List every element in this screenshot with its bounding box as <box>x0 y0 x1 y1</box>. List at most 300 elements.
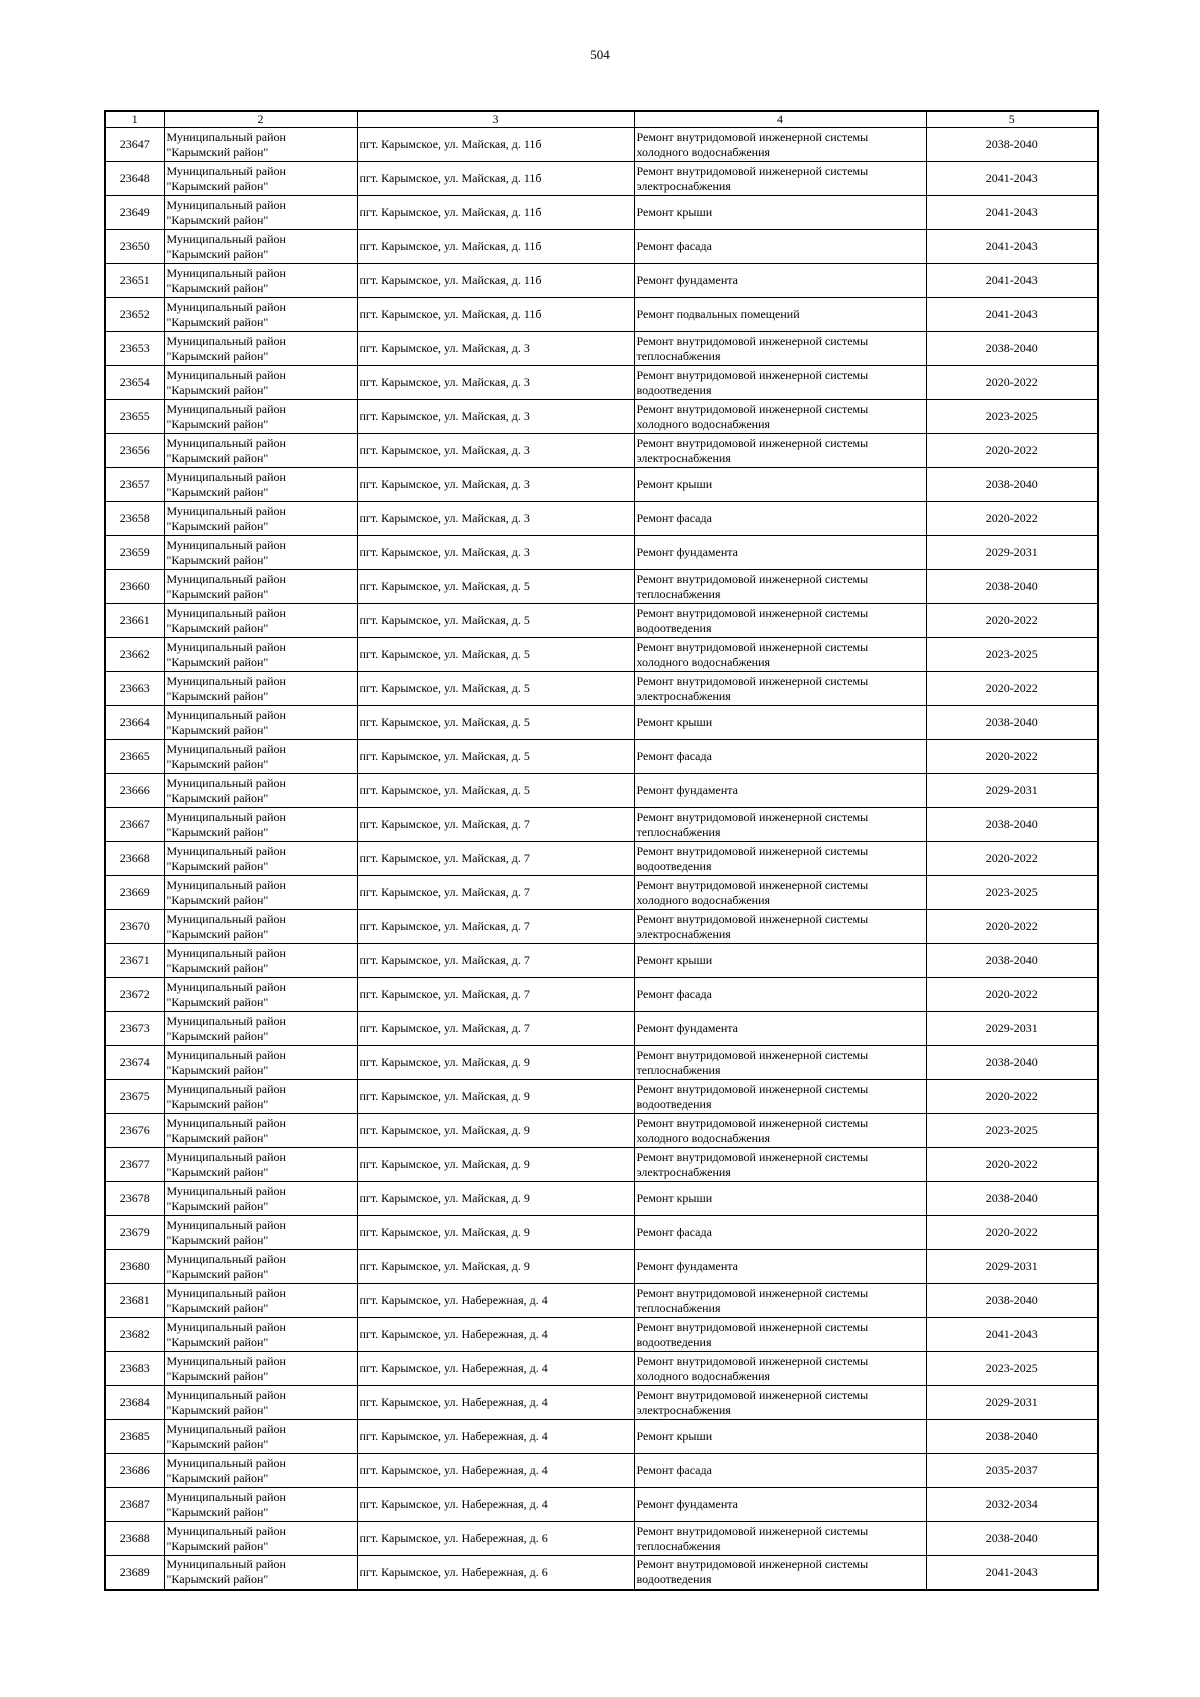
period-cell: 2029-2031 <box>926 1386 1098 1420</box>
row-number: 23666 <box>105 774 164 808</box>
period-cell: 2020-2022 <box>926 740 1098 774</box>
work-type-line: Ремонт крыши <box>636 205 713 219</box>
period-cell: 2023-2025 <box>926 400 1098 434</box>
period-cell: 2029-2031 <box>926 774 1098 808</box>
work-type-line: холодного водоснабжения <box>636 144 771 159</box>
district-line: Муниципальный район <box>166 707 286 722</box>
period-cell: 2038-2040 <box>926 808 1098 842</box>
district-line: Муниципальный район <box>166 231 286 246</box>
work-type-line: Ремонт внутридомовой инженерной системы <box>636 435 869 450</box>
row-number: 23660 <box>105 570 164 604</box>
row-number: 23682 <box>105 1318 164 1352</box>
work-type-line: электроснабжения <box>636 688 731 703</box>
work-type-line: Ремонт внутридомовой инженерной системы <box>636 1523 869 1538</box>
district-line: Муниципальный район <box>166 1421 286 1436</box>
work-type-line: Ремонт внутридомовой инженерной системы <box>636 639 869 654</box>
work-type-cell <box>634 842 926 876</box>
district-cell <box>164 604 357 638</box>
work-type-line: Ремонт внутридомовой инженерной системы <box>636 911 869 926</box>
period-cell: 2038-2040 <box>926 1284 1098 1318</box>
row-number: 23664 <box>105 706 164 740</box>
table-row <box>105 978 1098 1012</box>
address-cell: пгт. Карымское, ул. Майская, д. 7 <box>357 842 634 876</box>
work-type-line: теплоснабжения <box>636 586 721 601</box>
work-type-line: водоотведения <box>636 858 712 873</box>
work-type-line: Ремонт внутридомовой инженерной системы <box>636 1557 869 1572</box>
district-cell <box>164 1318 357 1352</box>
period-cell: 2020-2022 <box>926 366 1098 400</box>
row-number: 23672 <box>105 978 164 1012</box>
work-type-line: электроснабжения <box>636 178 731 193</box>
work-type-line: Ремонт крыши <box>636 953 713 967</box>
district-line: Муниципальный район <box>166 1455 286 1470</box>
district-cell <box>164 706 357 740</box>
address-cell: пгт. Карымское, ул. Майская, д. 11б <box>357 264 634 298</box>
work-type-cell <box>634 1148 926 1182</box>
period-cell: 2038-2040 <box>926 128 1098 162</box>
district-line: "Карымский район" <box>166 314 269 329</box>
district-line: "Карымский район" <box>166 144 269 159</box>
period-cell: 2041-2043 <box>926 1318 1098 1352</box>
period-cell: 2041-2043 <box>926 298 1098 332</box>
period-cell: 2038-2040 <box>926 1182 1098 1216</box>
district-line: "Карымский район" <box>166 824 269 839</box>
period-cell: 2029-2031 <box>926 1012 1098 1046</box>
work-type-line: электроснабжения <box>636 1164 731 1179</box>
district-line: Муниципальный район <box>166 673 286 688</box>
district-cell <box>164 570 357 604</box>
district-cell <box>164 400 357 434</box>
district-cell <box>164 1182 357 1216</box>
address-cell: пгт. Карымское, ул. Майская, д. 3 <box>357 502 634 536</box>
district-cell <box>164 1386 357 1420</box>
row-number: 23686 <box>105 1454 164 1488</box>
period-cell: 2032-2034 <box>926 1488 1098 1522</box>
period-cell: 2023-2025 <box>926 638 1098 672</box>
work-type-line: Ремонт фундамента <box>636 1021 738 1035</box>
district-line: "Карымский район" <box>166 926 269 941</box>
address-cell: пгт. Карымское, ул. Майская, д. 5 <box>357 774 634 808</box>
period-cell: 2035-2037 <box>926 1454 1098 1488</box>
work-type-line: теплоснабжения <box>636 1062 721 1077</box>
district-cell <box>164 1556 357 1590</box>
row-number: 23679 <box>105 1216 164 1250</box>
page-number: 504 <box>590 47 610 62</box>
district-cell <box>164 672 357 706</box>
district-line: "Карымский район" <box>166 1300 269 1315</box>
district-line: Муниципальный район <box>166 775 286 790</box>
column-header-address: 3 <box>357 111 634 128</box>
district-cell <box>164 876 357 910</box>
address-cell: пгт. Карымское, ул. Майская, д. 3 <box>357 400 634 434</box>
work-type-cell <box>634 468 926 502</box>
address-cell: пгт. Карымское, ул. Майская, д. 11б <box>357 196 634 230</box>
row-number: 23675 <box>105 1080 164 1114</box>
period-cell: 2023-2025 <box>926 1114 1098 1148</box>
work-type-line: холодного водоснабжения <box>636 416 771 431</box>
district-line: "Карымский район" <box>166 654 269 669</box>
district-line: "Карымский район" <box>166 722 269 737</box>
period-cell: 2023-2025 <box>926 876 1098 910</box>
table-row <box>105 910 1098 944</box>
work-type-cell <box>634 1454 926 1488</box>
district-cell <box>164 1148 357 1182</box>
work-type-line: Ремонт внутридомовой инженерной системы <box>636 1081 869 1096</box>
row-number: 23687 <box>105 1488 164 1522</box>
district-cell <box>164 128 357 162</box>
work-type-line: Ремонт внутридомовой инженерной системы <box>636 1285 869 1300</box>
district-line: "Карымский район" <box>166 382 269 397</box>
district-cell <box>164 264 357 298</box>
district-line: "Карымский район" <box>166 280 269 295</box>
district-cell <box>164 162 357 196</box>
work-type-line: Ремонт внутридомовой инженерной системы <box>636 401 869 416</box>
work-type-cell <box>634 570 926 604</box>
district-cell <box>164 230 357 264</box>
row-number: 23667 <box>105 808 164 842</box>
district-cell <box>164 1080 357 1114</box>
district-line: Муниципальный район <box>166 1523 286 1538</box>
work-type-line: Ремонт внутридомовой инженерной системы <box>636 571 869 586</box>
address-cell: пгт. Карымское, ул. Майская, д. 7 <box>357 978 634 1012</box>
table-row <box>105 332 1098 366</box>
district-line: "Карымский район" <box>166 1402 269 1417</box>
table-row <box>105 1352 1098 1386</box>
period-cell: 2020-2022 <box>926 1148 1098 1182</box>
row-number: 23673 <box>105 1012 164 1046</box>
address-cell: пгт. Карымское, ул. Набережная, д. 4 <box>357 1352 634 1386</box>
district-line: "Карымский район" <box>166 416 269 431</box>
district-line: Муниципальный район <box>166 537 286 552</box>
period-cell: 2038-2040 <box>926 468 1098 502</box>
work-type-cell <box>634 978 926 1012</box>
address-cell: пгт. Карымское, ул. Набережная, д. 4 <box>357 1488 634 1522</box>
header-row <box>105 111 1098 128</box>
work-type-line: Ремонт внутридомовой инженерной системы <box>636 163 869 178</box>
work-type-cell <box>634 1216 926 1250</box>
work-type-line: Ремонт крыши <box>636 1429 713 1443</box>
address-cell: пгт. Карымское, ул. Майская, д. 3 <box>357 536 634 570</box>
row-number: 23669 <box>105 876 164 910</box>
period-cell: 2020-2022 <box>926 978 1098 1012</box>
address-cell: пгт. Карымское, ул. Набережная, д. 4 <box>357 1284 634 1318</box>
district-cell <box>164 502 357 536</box>
row-number: 23685 <box>105 1420 164 1454</box>
row-number: 23648 <box>105 162 164 196</box>
work-type-cell <box>634 536 926 570</box>
table-row <box>105 264 1098 298</box>
work-type-cell <box>634 740 926 774</box>
district-line: "Карымский район" <box>166 960 269 975</box>
work-type-cell <box>634 910 926 944</box>
district-line: "Карымский район" <box>166 212 269 227</box>
period-cell: 2038-2040 <box>926 706 1098 740</box>
work-type-line: теплоснабжения <box>636 1300 721 1315</box>
table-row <box>105 1216 1098 1250</box>
district-cell <box>164 740 357 774</box>
work-type-cell <box>634 1046 926 1080</box>
work-type-cell <box>634 1284 926 1318</box>
district-line: "Карымский район" <box>166 1096 269 1111</box>
address-cell: пгт. Карымское, ул. Набережная, д. 6 <box>357 1556 634 1590</box>
row-number: 23659 <box>105 536 164 570</box>
work-type-cell <box>634 808 926 842</box>
work-type-line: Ремонт внутридомовой инженерной системы <box>636 1149 869 1164</box>
row-number: 23676 <box>105 1114 164 1148</box>
address-cell: пгт. Карымское, ул. Набережная, д. 6 <box>357 1522 634 1556</box>
table-row <box>105 536 1098 570</box>
district-line: "Карымский район" <box>166 620 269 635</box>
district-line: "Карымский район" <box>166 858 269 873</box>
work-type-line: теплоснабжения <box>636 348 721 363</box>
district-line: Муниципальный район <box>166 1285 286 1300</box>
work-type-cell <box>634 944 926 978</box>
district-line: Муниципальный район <box>166 741 286 756</box>
work-type-line: Ремонт внутридомовой инженерной системы <box>636 1387 869 1402</box>
district-cell <box>164 1046 357 1080</box>
district-line: "Карымский район" <box>166 1470 269 1485</box>
row-number: 23649 <box>105 196 164 230</box>
work-type-line: Ремонт внутридомовой инженерной системы <box>636 333 869 348</box>
district-line: Муниципальный район <box>166 265 286 280</box>
district-line: Муниципальный район <box>166 979 286 994</box>
address-cell: пгт. Карымское, ул. Майская, д. 11б <box>357 230 634 264</box>
work-type-line: водоотведения <box>636 1572 712 1587</box>
district-line: "Карымский район" <box>166 1538 269 1553</box>
work-type-line: теплоснабжения <box>636 1538 721 1553</box>
district-line: Муниципальный район <box>166 1319 286 1334</box>
district-line: "Карымский район" <box>166 1028 269 1043</box>
table-row <box>105 1556 1098 1590</box>
table-row <box>105 1250 1098 1284</box>
district-line: "Карымский район" <box>166 1164 269 1179</box>
work-type-cell <box>634 366 926 400</box>
work-type-line: Ремонт фасада <box>636 987 712 1001</box>
address-cell: пгт. Карымское, ул. Майская, д. 9 <box>357 1182 634 1216</box>
row-number: 23662 <box>105 638 164 672</box>
district-line: Муниципальный район <box>166 1115 286 1130</box>
address-cell: пгт. Карымское, ул. Майская, д. 5 <box>357 638 634 672</box>
table-row <box>105 434 1098 468</box>
table-row <box>105 400 1098 434</box>
work-type-cell <box>634 264 926 298</box>
district-line: "Карымский район" <box>166 484 269 499</box>
work-type-line: Ремонт внутридомовой инженерной системы <box>636 809 869 824</box>
district-line: "Карымский район" <box>166 1232 269 1247</box>
column-header-period: 5 <box>926 111 1098 128</box>
period-cell: 2020-2022 <box>926 672 1098 706</box>
district-cell <box>164 196 357 230</box>
address-cell: пгт. Карымское, ул. Набережная, д. 4 <box>357 1318 634 1352</box>
work-type-line: Ремонт внутридомовой инженерной системы <box>636 605 869 620</box>
work-type-cell <box>634 434 926 468</box>
row-number: 23661 <box>105 604 164 638</box>
district-line: Муниципальный район <box>166 469 286 484</box>
period-cell: 2038-2040 <box>926 1046 1098 1080</box>
district-line: Муниципальный район <box>166 435 286 450</box>
table-row <box>105 570 1098 604</box>
column-header-number: 1 <box>105 111 164 128</box>
work-type-line: Ремонт фасада <box>636 1225 712 1239</box>
work-type-line: Ремонт фасада <box>636 239 712 253</box>
district-line: Муниципальный район <box>166 401 286 416</box>
row-number: 23647 <box>105 128 164 162</box>
row-number: 23670 <box>105 910 164 944</box>
work-type-line: Ремонт внутридомовой инженерной системы <box>636 673 869 688</box>
work-type-line: Ремонт фундамента <box>636 1259 738 1273</box>
table-row <box>105 502 1098 536</box>
district-cell <box>164 808 357 842</box>
table-row <box>105 196 1098 230</box>
table-row <box>105 1114 1098 1148</box>
table-row <box>105 944 1098 978</box>
address-cell: пгт. Карымское, ул. Майская, д. 9 <box>357 1046 634 1080</box>
district-line: Муниципальный район <box>166 571 286 586</box>
district-line: "Карымский район" <box>166 688 269 703</box>
work-type-line: Ремонт фундамента <box>636 783 738 797</box>
table-row <box>105 298 1098 332</box>
work-type-cell <box>634 1012 926 1046</box>
work-type-cell <box>634 1386 926 1420</box>
row-number: 23681 <box>105 1284 164 1318</box>
work-type-line: холодного водоснабжения <box>636 892 771 907</box>
table-row <box>105 774 1098 808</box>
row-number: 23652 <box>105 298 164 332</box>
period-cell: 2023-2025 <box>926 1352 1098 1386</box>
period-cell: 2020-2022 <box>926 502 1098 536</box>
work-type-line: водоотведения <box>636 1334 712 1349</box>
district-line: "Карымский район" <box>166 178 269 193</box>
table-row <box>105 842 1098 876</box>
address-cell: пгт. Карымское, ул. Майская, д. 9 <box>357 1080 634 1114</box>
district-line: "Карымский район" <box>166 246 269 261</box>
work-type-cell <box>634 638 926 672</box>
district-cell <box>164 1352 357 1386</box>
table-row <box>105 1080 1098 1114</box>
period-cell: 2029-2031 <box>926 536 1098 570</box>
table-row <box>105 1046 1098 1080</box>
table-row <box>105 1182 1098 1216</box>
district-line: Муниципальный район <box>166 843 286 858</box>
table-body <box>105 128 1098 1590</box>
district-cell <box>164 536 357 570</box>
district-cell <box>164 1216 357 1250</box>
table-row <box>105 1488 1098 1522</box>
work-type-line: Ремонт крыши <box>636 715 713 729</box>
district-line: Муниципальный район <box>166 1387 286 1402</box>
work-type-line: водоотведения <box>636 620 712 635</box>
district-line: Муниципальный район <box>166 1047 286 1062</box>
work-type-line: электроснабжения <box>636 1402 731 1417</box>
period-cell: 2020-2022 <box>926 910 1098 944</box>
work-type-line: Ремонт внутридомовой инженерной системы <box>636 1047 869 1062</box>
table-row <box>105 638 1098 672</box>
period-cell: 2020-2022 <box>926 842 1098 876</box>
district-line: "Карымский район" <box>166 994 269 1009</box>
work-type-cell <box>634 332 926 366</box>
district-line: Муниципальный район <box>166 1251 286 1266</box>
address-cell: пгт. Карымское, ул. Майская, д. 9 <box>357 1250 634 1284</box>
period-cell: 2041-2043 <box>926 1556 1098 1590</box>
table-row <box>105 1420 1098 1454</box>
work-type-cell <box>634 706 926 740</box>
address-cell: пгт. Карымское, ул. Майская, д. 11б <box>357 162 634 196</box>
district-cell <box>164 944 357 978</box>
work-type-cell <box>634 1080 926 1114</box>
district-line: "Карымский район" <box>166 756 269 771</box>
table-row <box>105 740 1098 774</box>
address-cell: пгт. Карымское, ул. Майская, д. 7 <box>357 910 634 944</box>
work-type-cell <box>634 1488 926 1522</box>
period-cell: 2038-2040 <box>926 1420 1098 1454</box>
district-line: Муниципальный район <box>166 945 286 960</box>
row-number: 23665 <box>105 740 164 774</box>
district-cell <box>164 366 357 400</box>
row-number: 23671 <box>105 944 164 978</box>
work-type-cell <box>634 604 926 638</box>
work-type-line: Ремонт крыши <box>636 1191 713 1205</box>
district-cell <box>164 1420 357 1454</box>
district-line: "Карымский район" <box>166 1572 269 1587</box>
row-number: 23656 <box>105 434 164 468</box>
district-cell <box>164 1284 357 1318</box>
row-number: 23678 <box>105 1182 164 1216</box>
district-cell <box>164 842 357 876</box>
period-cell: 2038-2040 <box>926 332 1098 366</box>
district-line: Муниципальный район <box>166 1217 286 1232</box>
work-type-line: Ремонт фундамента <box>636 545 738 559</box>
work-type-cell <box>634 1318 926 1352</box>
address-cell: пгт. Карымское, ул. Майская, д. 5 <box>357 740 634 774</box>
work-type-line: Ремонт крыши <box>636 477 713 491</box>
address-cell: пгт. Карымское, ул. Майская, д. 9 <box>357 1114 634 1148</box>
row-number: 23651 <box>105 264 164 298</box>
period-cell: 2020-2022 <box>926 1216 1098 1250</box>
row-number: 23653 <box>105 332 164 366</box>
address-cell: пгт. Карымское, ул. Майская, д. 3 <box>357 468 634 502</box>
work-type-line: Ремонт фундамента <box>636 273 738 287</box>
work-type-cell <box>634 128 926 162</box>
district-cell <box>164 1114 357 1148</box>
period-cell: 2041-2043 <box>926 230 1098 264</box>
work-type-line: Ремонт внутридомовой инженерной системы <box>636 1319 869 1334</box>
work-type-cell <box>634 774 926 808</box>
district-line: Муниципальный район <box>166 503 286 518</box>
district-line: "Карымский район" <box>166 1266 269 1281</box>
work-type-line: Ремонт внутридомовой инженерной системы <box>636 129 869 144</box>
district-line: "Карымский район" <box>166 552 269 567</box>
registry-table <box>104 110 1099 1591</box>
table-row <box>105 468 1098 502</box>
period-cell: 2041-2043 <box>926 196 1098 230</box>
district-cell <box>164 468 357 502</box>
district-line: "Карымский район" <box>166 1504 269 1519</box>
district-line: Муниципальный район <box>166 1557 286 1572</box>
work-type-cell <box>634 162 926 196</box>
district-cell <box>164 774 357 808</box>
district-cell <box>164 1522 357 1556</box>
address-cell: пгт. Карымское, ул. Майская, д. 7 <box>357 1012 634 1046</box>
district-line: Муниципальный район <box>166 1489 286 1504</box>
district-line: Муниципальный район <box>166 299 286 314</box>
work-type-line: Ремонт внутридомовой инженерной системы <box>636 367 869 382</box>
table-row <box>105 706 1098 740</box>
address-cell: пгт. Карымское, ул. Майская, д. 3 <box>357 366 634 400</box>
table-row <box>105 162 1098 196</box>
district-line: "Карымский район" <box>166 1334 269 1349</box>
work-type-line: Ремонт фасада <box>636 749 712 763</box>
table-row <box>105 876 1098 910</box>
